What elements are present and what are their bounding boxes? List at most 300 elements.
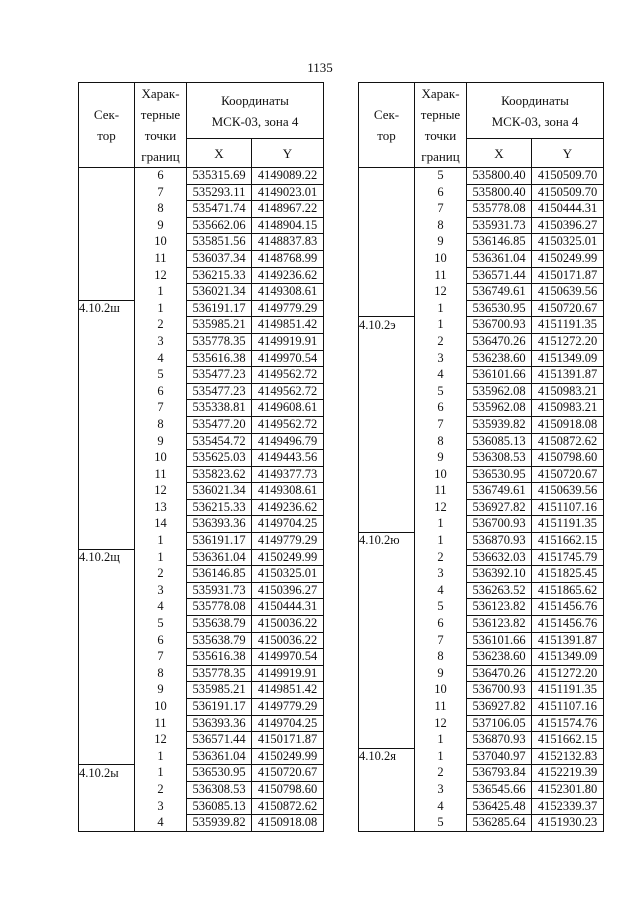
sector-cell xyxy=(359,599,415,616)
point-cell: 8 xyxy=(415,217,467,234)
x-cell: 536700.93 xyxy=(467,682,532,699)
sector-cell xyxy=(79,649,135,666)
table-row xyxy=(79,433,324,450)
table-row xyxy=(359,284,604,301)
point-cell: 8 xyxy=(415,433,467,450)
sector-cell xyxy=(79,217,135,234)
x-cell: 537040.97 xyxy=(467,748,532,765)
table-row xyxy=(359,466,604,483)
sector-cell xyxy=(79,616,135,633)
point-cell: 1 xyxy=(415,533,467,550)
table-row xyxy=(79,217,324,234)
table-row xyxy=(79,781,324,798)
y-cell: 4151825.45 xyxy=(532,566,604,583)
table-row xyxy=(359,367,604,384)
x-cell: 535778.35 xyxy=(187,665,252,682)
x-cell: 536037.34 xyxy=(187,250,252,267)
x-cell: 536146.85 xyxy=(187,566,252,583)
sector-cell xyxy=(359,300,415,317)
x-cell: 536308.53 xyxy=(467,450,532,467)
table-row xyxy=(79,483,324,500)
sector-cell xyxy=(359,549,415,566)
point-cell: 11 xyxy=(135,715,187,732)
sector-cell xyxy=(359,781,415,798)
point-cell: 1 xyxy=(135,533,187,550)
table-row xyxy=(79,682,324,699)
sector-cell xyxy=(359,450,415,467)
sector-cell xyxy=(359,350,415,367)
x-cell: 536700.93 xyxy=(467,317,532,334)
x-cell: 536191.17 xyxy=(187,533,252,550)
x-cell: 536425.48 xyxy=(467,798,532,815)
point-cell: 9 xyxy=(415,665,467,682)
y-cell: 4150983.21 xyxy=(532,400,604,417)
point-cell: 12 xyxy=(415,715,467,732)
y-cell: 4151662.15 xyxy=(532,533,604,550)
point-cell: 1 xyxy=(135,300,187,317)
y-cell: 4148904.15 xyxy=(252,217,324,234)
y-cell: 4150325.01 xyxy=(252,566,324,583)
x-cell: 536101.66 xyxy=(467,367,532,384)
x-cell: 537106.05 xyxy=(467,715,532,732)
table-row xyxy=(79,748,324,765)
y-cell: 4150720.67 xyxy=(532,300,604,317)
y-cell: 4151456.76 xyxy=(532,599,604,616)
x-cell: 535477.20 xyxy=(187,416,252,433)
point-cell: 7 xyxy=(415,632,467,649)
point-cell: 8 xyxy=(135,665,187,682)
x-cell: 535477.23 xyxy=(187,367,252,384)
table-row xyxy=(79,201,324,218)
point-cell: 7 xyxy=(135,400,187,417)
y-cell: 4150171.87 xyxy=(252,732,324,749)
table-row xyxy=(79,267,324,284)
y-cell: 4151349.09 xyxy=(532,350,604,367)
table-row xyxy=(359,416,604,433)
x-cell: 535471.74 xyxy=(187,201,252,218)
y-cell: 4149308.61 xyxy=(252,284,324,301)
point-cell: 13 xyxy=(135,499,187,516)
table-row xyxy=(79,466,324,483)
sector-cell xyxy=(359,367,415,384)
point-cell: 2 xyxy=(135,781,187,798)
x-cell: 535625.03 xyxy=(187,450,252,467)
x-cell: 536238.60 xyxy=(467,350,532,367)
y-cell: 4150918.08 xyxy=(252,815,324,832)
x-cell: 536530.95 xyxy=(467,466,532,483)
header-points: Харак- терные точки границ xyxy=(415,83,467,168)
y-cell: 4150171.87 xyxy=(532,267,604,284)
y-cell: 4150444.31 xyxy=(532,201,604,218)
y-cell: 4152301.80 xyxy=(532,781,604,798)
point-cell: 2 xyxy=(415,333,467,350)
x-cell: 536191.17 xyxy=(187,699,252,716)
header-x: X xyxy=(467,139,532,168)
sector-cell xyxy=(359,566,415,583)
table-row xyxy=(359,699,604,716)
x-cell: 536285.64 xyxy=(467,815,532,832)
point-cell: 11 xyxy=(135,466,187,483)
point-cell: 1 xyxy=(415,748,467,765)
table-row xyxy=(79,798,324,815)
y-cell: 4150036.22 xyxy=(252,632,324,649)
x-cell: 536021.34 xyxy=(187,284,252,301)
point-cell: 4 xyxy=(415,367,467,384)
y-cell: 4149919.91 xyxy=(252,333,324,350)
y-cell: 4149779.29 xyxy=(252,300,324,317)
table-row xyxy=(359,499,604,516)
page-number: 1135 xyxy=(307,60,333,75)
x-cell: 536263.52 xyxy=(467,582,532,599)
table-row xyxy=(359,433,604,450)
table-row xyxy=(79,317,324,334)
sector-cell xyxy=(359,400,415,417)
sector-cell xyxy=(359,732,415,749)
table-row xyxy=(79,549,324,566)
table-row xyxy=(359,599,604,616)
point-cell: 11 xyxy=(415,267,467,284)
y-cell: 4150639.56 xyxy=(532,483,604,500)
coordinates-table-left xyxy=(78,82,324,832)
y-cell: 4151349.09 xyxy=(532,649,604,666)
x-cell: 536870.93 xyxy=(467,533,532,550)
y-cell: 4151191.35 xyxy=(532,317,604,334)
table-row xyxy=(359,582,604,599)
sector-cell xyxy=(79,483,135,500)
table-row xyxy=(359,665,604,682)
sector-cell xyxy=(359,250,415,267)
sector-cell: 4.10.2ы xyxy=(79,765,135,782)
table-row xyxy=(359,250,604,267)
x-cell: 535616.38 xyxy=(187,649,252,666)
y-cell: 4151191.35 xyxy=(532,516,604,533)
table-row xyxy=(359,400,604,417)
y-cell: 4149443.56 xyxy=(252,450,324,467)
point-cell: 3 xyxy=(135,333,187,350)
sector-cell xyxy=(79,168,135,185)
x-cell: 536238.60 xyxy=(467,649,532,666)
sector-cell xyxy=(359,483,415,500)
header-y: Y xyxy=(532,139,604,168)
table-row xyxy=(79,250,324,267)
y-cell: 4151107.16 xyxy=(532,699,604,716)
y-cell: 4152339.37 xyxy=(532,798,604,815)
point-cell: 12 xyxy=(135,483,187,500)
y-cell: 4148837.83 xyxy=(252,234,324,251)
header-sector: Сек- тор xyxy=(79,83,135,168)
table-row xyxy=(79,599,324,616)
x-cell: 535931.73 xyxy=(467,217,532,234)
sector-cell xyxy=(359,715,415,732)
table-row xyxy=(79,300,324,317)
point-cell: 14 xyxy=(135,516,187,533)
sector-cell xyxy=(359,234,415,251)
table-row xyxy=(359,765,604,782)
point-cell: 3 xyxy=(415,566,467,583)
table-row xyxy=(79,765,324,782)
table-row xyxy=(359,549,604,566)
sector-cell xyxy=(79,815,135,832)
y-cell: 4151662.15 xyxy=(532,732,604,749)
x-cell: 536215.33 xyxy=(187,499,252,516)
point-cell: 7 xyxy=(415,416,467,433)
x-cell: 536793.84 xyxy=(467,765,532,782)
sector-cell xyxy=(79,533,135,550)
table-row xyxy=(359,649,604,666)
point-cell: 10 xyxy=(415,682,467,699)
y-cell: 4150918.08 xyxy=(532,416,604,433)
table-row xyxy=(359,201,604,218)
table-row xyxy=(359,300,604,317)
x-cell: 536571.44 xyxy=(187,732,252,749)
y-cell: 4149851.42 xyxy=(252,682,324,699)
point-cell: 4 xyxy=(415,582,467,599)
x-cell: 535778.08 xyxy=(467,201,532,218)
table-row xyxy=(79,649,324,666)
header-y: Y xyxy=(252,139,324,168)
table-row xyxy=(79,168,324,185)
table-row xyxy=(79,350,324,367)
sector-cell xyxy=(359,632,415,649)
table-row xyxy=(359,566,604,583)
sector-cell xyxy=(359,201,415,218)
x-cell: 536308.53 xyxy=(187,781,252,798)
point-cell: 4 xyxy=(415,798,467,815)
x-cell: 536545.66 xyxy=(467,781,532,798)
table-row xyxy=(79,582,324,599)
x-cell: 536393.36 xyxy=(187,715,252,732)
x-cell: 536146.85 xyxy=(467,234,532,251)
table-row xyxy=(79,400,324,417)
table-row xyxy=(79,732,324,749)
table-row xyxy=(359,383,604,400)
sector-cell xyxy=(79,682,135,699)
x-cell: 536191.17 xyxy=(187,300,252,317)
x-cell: 536393.36 xyxy=(187,516,252,533)
x-cell: 536632.03 xyxy=(467,549,532,566)
y-cell: 4148768.99 xyxy=(252,250,324,267)
x-cell: 535315.69 xyxy=(187,168,252,185)
y-cell: 4152132.83 xyxy=(532,748,604,765)
sector-cell xyxy=(79,466,135,483)
x-cell: 535851.56 xyxy=(187,234,252,251)
y-cell: 4149562.72 xyxy=(252,367,324,384)
x-cell: 536215.33 xyxy=(187,267,252,284)
x-cell: 536361.04 xyxy=(187,748,252,765)
sector-cell xyxy=(79,184,135,201)
table-row xyxy=(359,450,604,467)
y-cell: 4151456.76 xyxy=(532,616,604,633)
sector-cell xyxy=(79,317,135,334)
y-cell: 4151391.87 xyxy=(532,367,604,384)
sector-cell xyxy=(359,582,415,599)
sector-cell xyxy=(359,416,415,433)
sector-cell xyxy=(79,732,135,749)
table-row xyxy=(79,416,324,433)
table-row xyxy=(359,682,604,699)
x-cell: 535778.35 xyxy=(187,333,252,350)
sector-cell: 4.10.2я xyxy=(359,748,415,765)
table-row xyxy=(79,566,324,583)
x-cell: 536021.34 xyxy=(187,483,252,500)
x-cell: 535616.38 xyxy=(187,350,252,367)
table-row xyxy=(359,798,604,815)
y-cell: 4149779.29 xyxy=(252,699,324,716)
sector-cell xyxy=(79,798,135,815)
table-row xyxy=(79,450,324,467)
point-cell: 7 xyxy=(135,184,187,201)
header-coordinates: Координаты МСК-03, зона 4 xyxy=(187,83,324,139)
y-cell: 4149851.42 xyxy=(252,317,324,334)
sector-cell xyxy=(79,201,135,218)
point-cell: 6 xyxy=(415,400,467,417)
y-cell: 4151865.62 xyxy=(532,582,604,599)
y-cell: 4149704.25 xyxy=(252,715,324,732)
y-cell: 4150720.67 xyxy=(532,466,604,483)
x-cell: 536085.13 xyxy=(187,798,252,815)
sector-cell xyxy=(359,168,415,185)
sector-cell xyxy=(359,815,415,832)
y-cell: 4149970.54 xyxy=(252,649,324,666)
x-cell: 536123.82 xyxy=(467,616,532,633)
y-cell: 4151930.23 xyxy=(532,815,604,832)
table-row xyxy=(359,748,604,765)
table-row xyxy=(79,616,324,633)
point-cell: 8 xyxy=(135,201,187,218)
point-cell: 4 xyxy=(135,350,187,367)
point-cell: 3 xyxy=(135,798,187,815)
sector-cell xyxy=(79,665,135,682)
sector-cell xyxy=(359,383,415,400)
point-cell: 8 xyxy=(135,416,187,433)
point-cell: 4 xyxy=(135,599,187,616)
x-cell: 536085.13 xyxy=(467,433,532,450)
y-cell: 4150509.70 xyxy=(532,184,604,201)
sector-cell xyxy=(79,383,135,400)
y-cell: 4150872.62 xyxy=(532,433,604,450)
point-cell: 5 xyxy=(415,599,467,616)
x-cell: 535939.82 xyxy=(467,416,532,433)
point-cell: 3 xyxy=(135,582,187,599)
point-cell: 10 xyxy=(135,234,187,251)
table-row xyxy=(79,499,324,516)
table-row xyxy=(359,732,604,749)
y-cell: 4151391.87 xyxy=(532,632,604,649)
y-cell: 4149779.29 xyxy=(252,533,324,550)
point-cell: 5 xyxy=(415,168,467,185)
table-row xyxy=(79,699,324,716)
sector-cell xyxy=(79,599,135,616)
sector-cell xyxy=(79,748,135,765)
x-cell: 535638.79 xyxy=(187,616,252,633)
x-cell: 535477.23 xyxy=(187,383,252,400)
table-row xyxy=(79,815,324,832)
point-cell: 1 xyxy=(415,732,467,749)
x-cell: 536470.26 xyxy=(467,333,532,350)
point-cell: 6 xyxy=(135,383,187,400)
y-cell: 4150396.27 xyxy=(532,217,604,234)
y-cell: 4151272.20 xyxy=(532,665,604,682)
y-cell: 4148967.22 xyxy=(252,201,324,218)
point-cell: 5 xyxy=(415,383,467,400)
sector-cell xyxy=(79,367,135,384)
sector-cell xyxy=(359,333,415,350)
x-cell: 535985.21 xyxy=(187,317,252,334)
y-cell: 4150036.22 xyxy=(252,616,324,633)
table-row xyxy=(79,184,324,201)
table-row xyxy=(359,781,604,798)
x-cell: 535662.06 xyxy=(187,217,252,234)
x-cell: 536530.95 xyxy=(467,300,532,317)
point-cell: 1 xyxy=(415,516,467,533)
x-cell: 535800.40 xyxy=(467,168,532,185)
sector-cell: 4.10.2э xyxy=(359,317,415,334)
sector-cell xyxy=(359,433,415,450)
point-cell: 7 xyxy=(135,649,187,666)
y-cell: 4149308.61 xyxy=(252,483,324,500)
y-cell: 4150798.60 xyxy=(532,450,604,467)
y-cell: 4150249.99 xyxy=(252,748,324,765)
point-cell: 10 xyxy=(135,699,187,716)
x-cell: 536927.82 xyxy=(467,699,532,716)
y-cell: 4149089.22 xyxy=(252,168,324,185)
sector-cell xyxy=(79,284,135,301)
sector-cell xyxy=(359,516,415,533)
sector-cell xyxy=(359,682,415,699)
point-cell: 1 xyxy=(135,765,187,782)
x-cell: 536571.44 xyxy=(467,267,532,284)
table-row xyxy=(79,665,324,682)
y-cell: 4152219.39 xyxy=(532,765,604,782)
sector-cell xyxy=(79,267,135,284)
sector-cell xyxy=(79,433,135,450)
point-cell: 2 xyxy=(135,566,187,583)
header-coordinates: Координаты МСК-03, зона 4 xyxy=(467,83,604,139)
x-cell: 535931.73 xyxy=(187,582,252,599)
x-cell: 536749.61 xyxy=(467,483,532,500)
sector-cell xyxy=(79,566,135,583)
point-cell: 10 xyxy=(415,250,467,267)
header-points: Харак- терные точки границ xyxy=(135,83,187,168)
x-cell: 536700.93 xyxy=(467,516,532,533)
x-cell: 535293.11 xyxy=(187,184,252,201)
table-row xyxy=(359,184,604,201)
point-cell: 5 xyxy=(135,367,187,384)
y-cell: 4150509.70 xyxy=(532,168,604,185)
point-cell: 9 xyxy=(415,234,467,251)
point-cell: 1 xyxy=(415,300,467,317)
point-cell: 6 xyxy=(135,632,187,649)
point-cell: 11 xyxy=(415,483,467,500)
y-cell: 4149496.79 xyxy=(252,433,324,450)
table-row xyxy=(359,217,604,234)
table-row xyxy=(359,317,604,334)
point-cell: 6 xyxy=(135,168,187,185)
y-cell: 4149919.91 xyxy=(252,665,324,682)
point-cell: 6 xyxy=(415,616,467,633)
table-row xyxy=(359,350,604,367)
sector-cell xyxy=(359,765,415,782)
y-cell: 4149236.62 xyxy=(252,267,324,284)
sector-cell xyxy=(79,416,135,433)
sector-cell xyxy=(79,250,135,267)
sector-cell xyxy=(359,184,415,201)
sector-cell xyxy=(359,217,415,234)
sector-cell xyxy=(79,450,135,467)
y-cell: 4151191.35 xyxy=(532,682,604,699)
point-cell: 9 xyxy=(135,682,187,699)
y-cell: 4149562.72 xyxy=(252,383,324,400)
